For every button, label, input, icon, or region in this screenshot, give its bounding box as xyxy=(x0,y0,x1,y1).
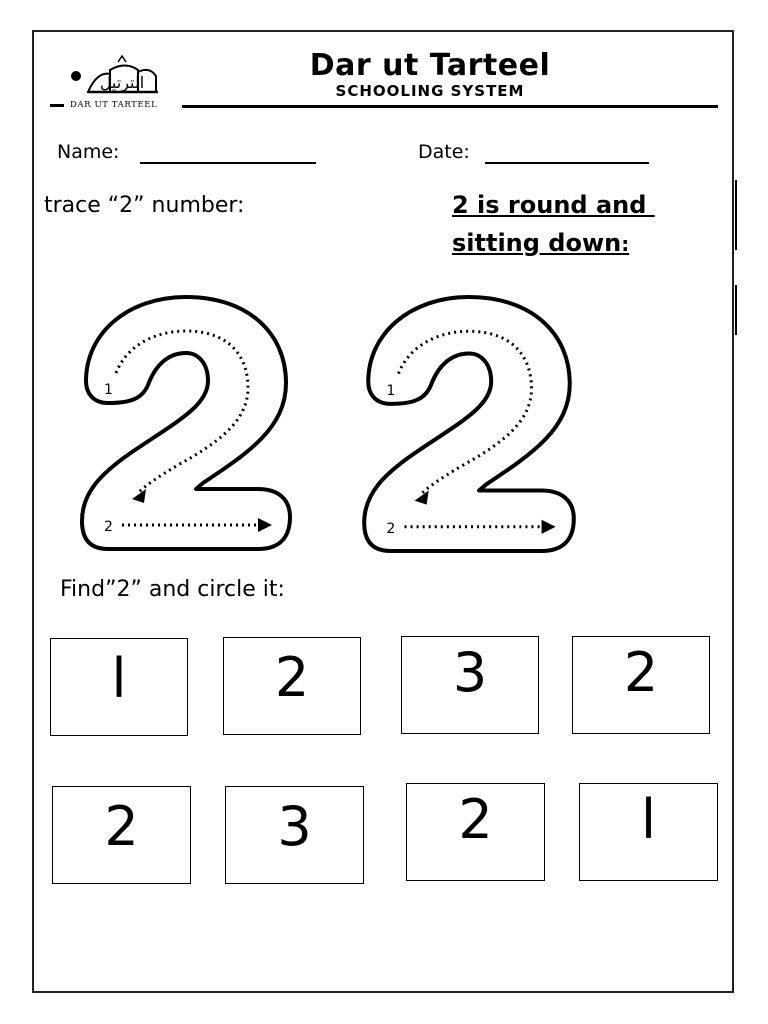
find-instruction: Find”2” and circle it: xyxy=(60,577,285,602)
school-subtitle: SCHOOLING SYSTEM xyxy=(335,82,525,100)
box-digit: l xyxy=(111,647,127,710)
name-field[interactable] xyxy=(140,162,316,164)
stroke-1-label: 1 xyxy=(104,382,113,398)
school-name: Dar ut Tarteel xyxy=(309,48,551,83)
stroke-2-label: 2 xyxy=(104,519,113,535)
stroke-2-label: 2 xyxy=(386,520,396,537)
side-rule-bottom xyxy=(735,285,737,335)
box-digit: 2 xyxy=(274,646,310,709)
side-rule-top xyxy=(735,180,737,250)
box-digit: 2 xyxy=(104,795,139,858)
trace-instruction: trace “2” number: xyxy=(44,193,245,218)
date-label: Date: xyxy=(418,141,470,163)
trace-digit-2-left[interactable] xyxy=(78,293,294,555)
box-digit: 3 xyxy=(277,795,312,858)
box-digit: l xyxy=(640,788,656,851)
trace-digit-2-right[interactable] xyxy=(360,293,578,557)
number-box[interactable] xyxy=(572,636,710,734)
number-box[interactable] xyxy=(579,783,718,881)
rule-line-2-suffix: : xyxy=(621,232,630,256)
stroke-1-label: 1 xyxy=(386,382,396,399)
rule-line-1: 2 is round and xyxy=(452,191,655,219)
header-rule xyxy=(182,105,718,108)
number-box[interactable] xyxy=(52,786,191,884)
number-box[interactable] xyxy=(225,786,364,884)
rule-line-2-text: sitting down xyxy=(452,229,622,257)
number-box[interactable] xyxy=(401,636,539,734)
rule-line-2 xyxy=(452,224,732,263)
number-box[interactable] xyxy=(406,783,545,881)
name-label: Name: xyxy=(57,141,120,163)
box-digit: 3 xyxy=(452,641,488,704)
rule-text xyxy=(452,186,732,263)
logo-caption: DAR UT TARTEEL xyxy=(70,100,158,110)
number-box[interactable] xyxy=(223,637,361,735)
logo-caption-dash xyxy=(50,104,64,107)
date-field[interactable] xyxy=(485,162,649,164)
number-box[interactable] xyxy=(50,638,188,736)
svg-text:الترتيل: الترتيل xyxy=(99,73,145,92)
box-digit: 2 xyxy=(623,641,659,704)
box-digit: 2 xyxy=(458,788,493,851)
